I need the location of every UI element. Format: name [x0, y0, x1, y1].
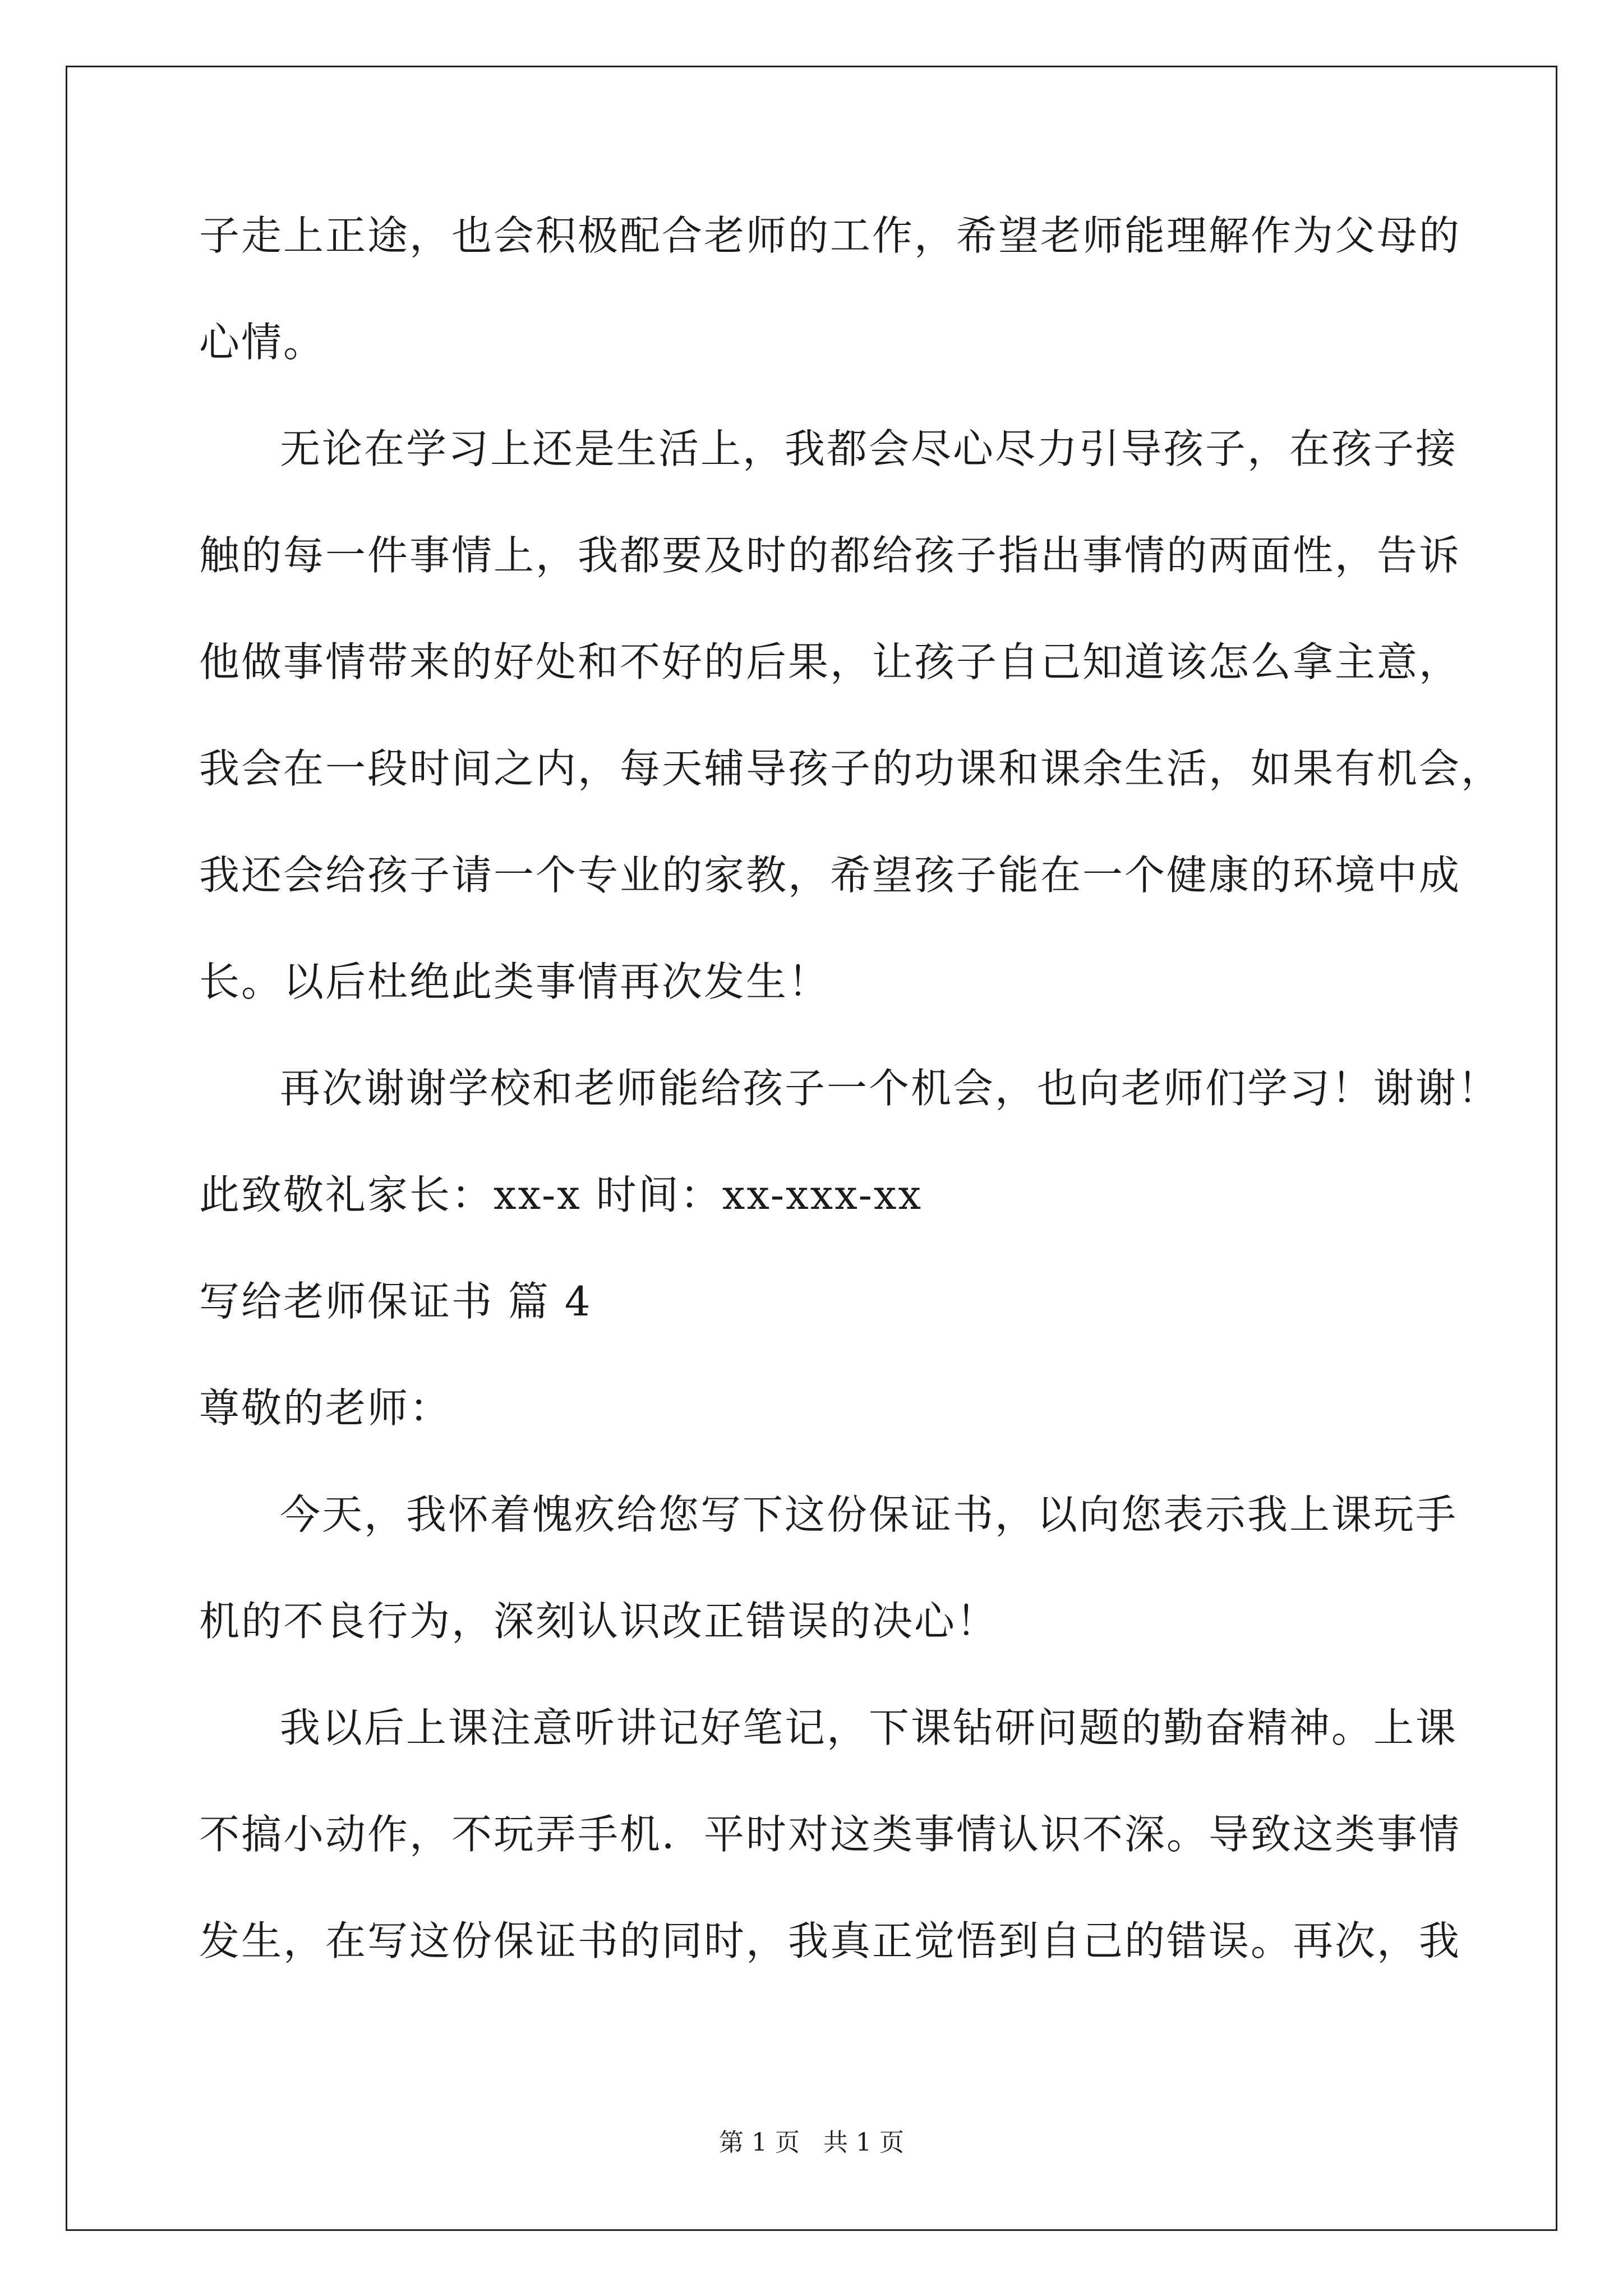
text-line: 心情。: [199, 319, 326, 366]
text-line: 长。以后杜绝此类事情再次发生！: [199, 958, 831, 1005]
signature-line: 此致敬礼家长：xx-x 时间：xx-xxx-xx: [199, 1171, 923, 1218]
text-line: 触的每一件事情上，我都要及时的都给孩子指出事情的两面性，告诉: [199, 532, 1461, 579]
text-line: 不搞小动作，不玩弄手机．平时对这类事情认识不深。导致这类事情: [199, 1811, 1461, 1858]
text-line: 他做事情带来的好处和不好的后果，让孩子自己知道该怎么拿主意，: [199, 638, 1461, 685]
paragraph-start-line: 今天，我怀着愧疚给您写下这份保证书，以向您表示我上课玩手: [280, 1491, 1458, 1538]
text-line: 子走上正途，也会积极配合老师的工作，希望老师能理解作为父母的: [199, 212, 1461, 259]
page-number-footer: 第 1 页 共 1 页: [719, 2128, 904, 2157]
page-border: [66, 66, 1557, 2231]
text-line: 我会在一段时间之内，每天辅导孩子的功课和课余生活，如果有机会，: [199, 745, 1504, 792]
text-line: 我还会给孩子请一个专业的家教，希望孩子能在一个健康的环境中成: [199, 852, 1461, 899]
salutation: 尊敬的老师：: [199, 1384, 452, 1432]
text-line: 机的不良行为，深刻认识改正错误的决心！: [199, 1598, 999, 1645]
paragraph-start-line: 我以后上课注意听讲记好笔记，下课钻研问题的勤奋精神。上课: [280, 1704, 1458, 1751]
text-line: 发生，在写这份保证书的同时，我真正觉悟到自己的错误。再次，我: [199, 1917, 1461, 1964]
paragraph-start-line: 无论在学习上还是生活上，我都会尽心尽力引导孩子，在孩子接: [280, 425, 1458, 472]
paragraph-start-line: 再次谢谢学校和老师能给孩子一个机会，也向老师们学习！谢谢！: [280, 1065, 1500, 1112]
section-heading: 写给老师保证书 篇 4: [199, 1278, 592, 1325]
